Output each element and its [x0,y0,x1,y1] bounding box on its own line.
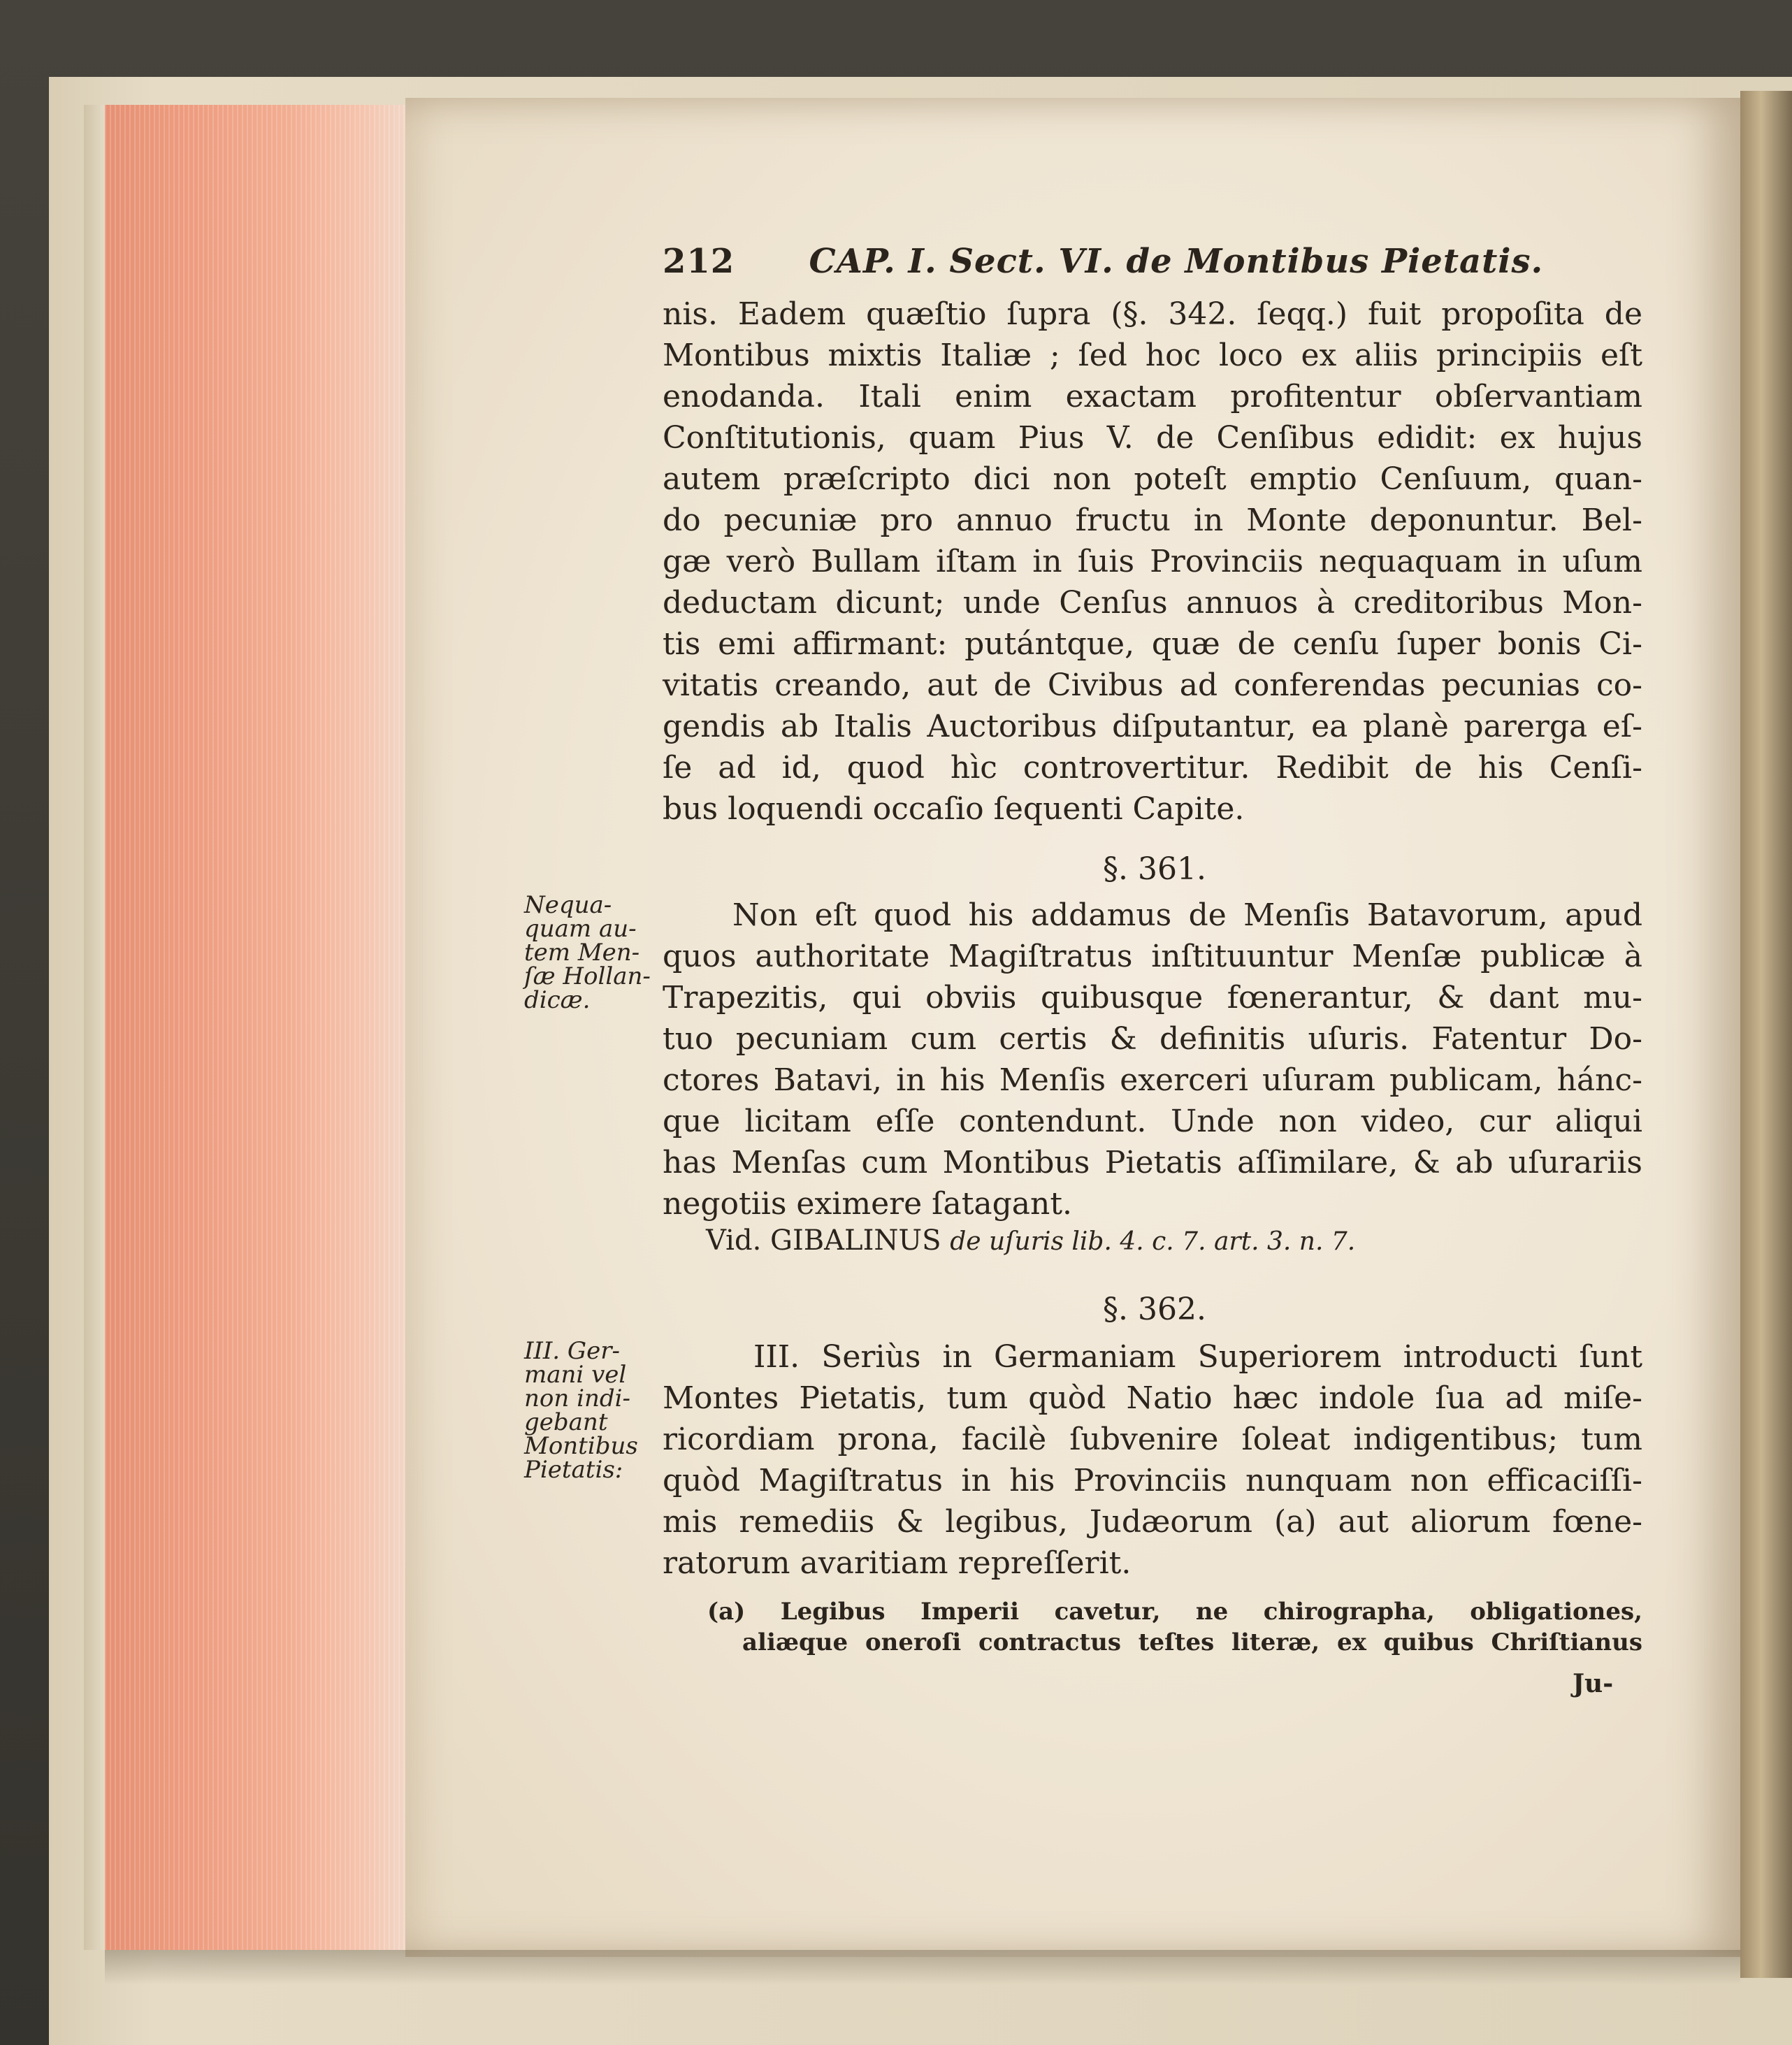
page-fore-edge [105,105,405,1950]
page-bottom-shadow [105,1950,1740,1985]
text-line: gæ verò Bullam iſtam in ſuis Provinciis nequaquam in uſum [663,544,1642,579]
text-line: vitatis creando, aut de Civibus ad conferendas pecunias co- [663,667,1642,703]
text-line: III. Seriùs in Germaniam Superiorem introducti ſunt [753,1339,1642,1375]
reference-author: Vid. GIBALINUS [706,1224,941,1257]
section-number-362: §. 362. [1103,1292,1206,1327]
section-number-361: §. 361. [1103,851,1206,887]
text-line: do pecuniæ pro annuo fructu in Monte deponuntur. Bel- [663,503,1642,538]
text-line: Conſtitutionis, quam Pius V. de Cenſibus edidit: ex hujus [663,420,1642,456]
text-line: ctores Batavi, in his Menſis exerceri uſuram publicam, hánc- [663,1062,1642,1098]
text-line: enodanda. Itali enim exactam profitentur obſervantiam [663,379,1642,414]
footnote-a [707,1596,1642,1658]
running-head [663,242,1641,281]
text-line: autem præſcripto dici non poteſt emptio Cenſuum, quan- [663,461,1642,497]
text-line: ricordiam prona, facilè ſubvenire ſoleat indigentibus; tum [663,1422,1642,1457]
text-line: negotiis eximere ſatagant. [663,1186,1073,1222]
footnote-line: aliæque oneroſi contractus teſtes literæ, ex quibus Chriſtianus [742,1628,1642,1656]
text-line: Montibus mixtis Italiæ ; ſed hoc loco ex aliis principiis eſt [663,338,1642,373]
marginal-line: Montibus [524,1432,638,1460]
marginal-line: Nequa- [524,891,612,919]
footnote-line: (a) Legibus Imperii cavetur, ne chirographa, obligationes, [707,1598,1642,1626]
reference-gibalinus [706,1224,1355,1257]
marginal-line: III. Ger- [524,1337,620,1365]
page-number: 212 [663,242,735,281]
marginal-line: mani vel [524,1361,627,1389]
catchword: Ju- [1573,1669,1614,1698]
marginal-line: gebant [524,1408,608,1436]
text-line: has Menſas cum Montibus Pietatis aſſimilare, & ab uſurariis [663,1145,1642,1180]
text-line: bus loquendi occaſio ſequenti Capite. [663,791,1245,827]
running-title: CAP. I. Sect. VI. de Montibus Pietatis. [809,242,1544,281]
text-line: ſe ad id, quod hìc controvertitur. Redibit de his Cenſi- [663,750,1642,786]
marginal-line: dicæ. [524,986,591,1014]
text-line: Non eſt quod his addamus de Menſis Batavorum, apud [732,897,1642,933]
marginal-note-362 [524,1337,638,1484]
text-line: mis remediis & legibus, Judæorum (a) aut aliorum fœne- [663,1504,1642,1540]
book-gutter [1740,91,1792,1978]
marginal-line: non indi- [524,1385,630,1412]
paragraph-362 [663,1336,1642,1584]
paragraph-361 [663,895,1642,1224]
text-line: quos authoritate Magiſtratus inſtituuntur Menſæ publicæ à [663,939,1642,974]
marginal-line: Pietatis: [524,1456,623,1484]
marginal-line: quam au- [524,915,637,943]
text-line: ratorum avaritiam repreſſerit. [663,1545,1132,1581]
marginal-note-361 [524,891,651,1014]
text-line: gendis ab Italis Auctoribus diſputantur, ea planè parerga eſ- [663,709,1642,744]
text-line: que licitam eſſe contendunt. Unde non video, cur aliqui [663,1104,1642,1139]
marginal-line: tem Men- [524,939,640,967]
marginal-line: ſæ Hollan- [524,962,651,990]
text-line: Montes Pietatis, tum quòd Natio hæc indole ſua ad miſe- [663,1380,1642,1416]
text-line: Trapezitis, qui obviis quibusque fœnerantur, & dant mu- [663,980,1642,1016]
text-line: tis emi affirmant: putántque, quæ de cenſu ſuper bonis Ci- [663,626,1642,662]
paragraph-1 [663,294,1642,830]
text-line: tuo pecuniam cum certis & definitis uſuris. Fatentur Do- [663,1021,1642,1057]
text-line: quòd Magiſtratus in his Provinciis nunquam non efficaciſſi- [663,1463,1642,1498]
reference-citation: de uſuris lib. 4. c. 7. art. 3. n. 7. [950,1227,1356,1256]
text-line: nis. Eadem quæſtio ſupra (§. 342. ſeqq.) fuit propoſita de [663,296,1642,332]
text-line: deductam dicunt; unde Cenſus annuos à creditoribus Mon- [663,585,1642,621]
